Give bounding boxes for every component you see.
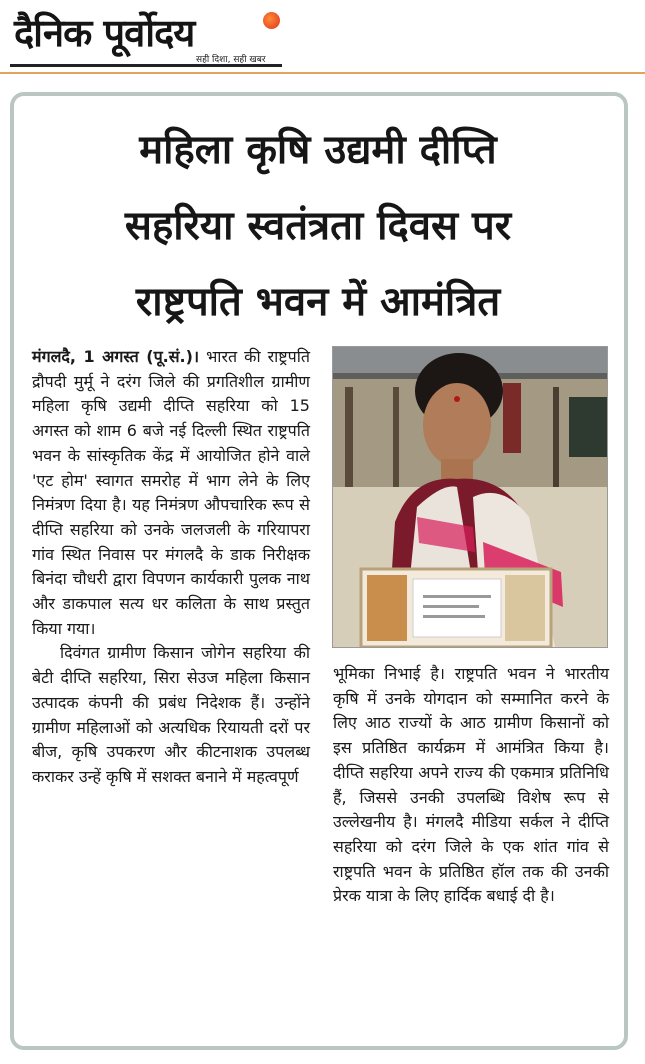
paragraph-3: भूमिका निभाई है। राष्ट्रपति भवन ने भारतीय कृषि में उनके योगदान को सम्मानित करने के लिए आठ राज्यों के आठ ग्रामीण किसानों को इस प्रतिष्ठित कार्यक्रम में आमंत्रित किया है। दीप्ति सहरिया अपने राज्य की एकमात्र प्रतिनिधि हैं, जिससे उनकी उपलब्धि विशेष रूप से उल्लेखनीय है। मंगलदै मीडिया सर्कल ने दीप्ति सहरिया को दरंग जिले के एक शांत गांव से राष्ट्रपति भवन के प्रतिष्ठित हॉल तक की उनकी प्रेरक यात्रा के लिए हार्दिक बधाई दी है। (333, 664, 609, 906)
masthead-divider (0, 72, 645, 74)
headline-line-3: राष्ट्रपति भवन में आमंत्रित (135, 278, 501, 325)
logo-dot-icon (263, 12, 280, 29)
headline-line-2: सहरिया स्वतंत्रता दिवस पर (124, 202, 512, 249)
photo-illustration (333, 347, 607, 647)
article-headline (18, 112, 618, 340)
newspaper-tagline: सही दिशा, सही खबर (196, 55, 266, 65)
paragraph-1: भारत की राष्ट्रपति द्रौपदी मुर्मू ने दरंग जिले की प्रगतिशील ग्रामीण महिला कृषि उद्यमी दीप्ति सहरिया को 15 अगस्त को शाम 6 बजे नई दिल्ली स्थित राष्ट्रपति भवन के सांस्कृतिक केंद्र में आयोजित होने वाले 'एट होम' स्वागत समरोह में भाग लेने के लिए निमंत्रण दिया है। यह निमंत्रण औपचारिक रूप से दीप्ति सहरिया को उनके जलजली के गरियापरा गांव स्थित निवास पर मंगलदै के डाक निरीक्षक बिनंदा चौधरी द्वारा विपणन कार्यकारी पुलक नाथ और डाकपाल सत्य धर कलिता के साथ प्रस्तुत किया गया। (32, 347, 311, 638)
masthead (0, 0, 645, 78)
newspaper-logo: दैनिक पूर्वोदय (14, 11, 195, 55)
paragraph-2: दिवंगत ग्रामीण किसान जोगेन सहरिया की बेटी दीप्ति सहरिया, सिरा सेउज महिला किसान उत्पादक कंपनी की प्रबंध निदेशक हैं। उन्होंने ग्रामीण महिलाओं को अत्यधिक रियायती दरों पर बीज, कृषि उपकरण और कीटनाशक उपलब्ध कराकर उन्हें कृषि में सशक्त बनाने में महत्वपूर्ण (32, 643, 310, 786)
dateline: मंगलदै, 1 अगस्त (पू.सं.)। (32, 347, 200, 366)
headline-line-1: महिला कृषि उद्यमी दीप्ति (139, 126, 497, 173)
article-left-column (32, 345, 310, 790)
article-right-column (333, 662, 609, 909)
article-photo (332, 346, 608, 648)
